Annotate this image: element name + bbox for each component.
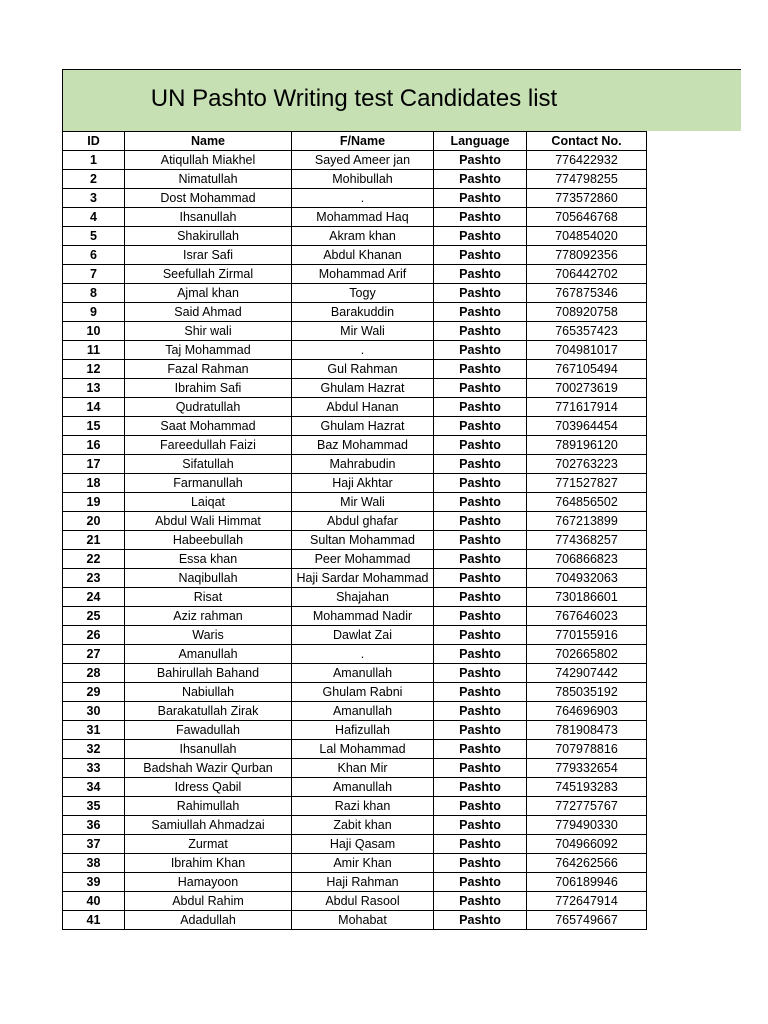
cell-contact: 706442702 <box>527 265 647 284</box>
cell-father-name: Haji Rahman <box>292 873 434 892</box>
cell-father-name: Baz Mohammad <box>292 436 434 455</box>
cell-language: Pashto <box>434 816 527 835</box>
cell-name: Essa khan <box>125 550 292 569</box>
cell-name: Nimatullah <box>125 170 292 189</box>
cell-id: 9 <box>63 303 125 322</box>
cell-language: Pashto <box>434 683 527 702</box>
header-father-name: F/Name <box>292 132 434 151</box>
cell-id: 23 <box>63 569 125 588</box>
cell-contact: 776422932 <box>527 151 647 170</box>
cell-contact: 765749667 <box>527 911 647 930</box>
cell-father-name: Abdul ghafar <box>292 512 434 531</box>
table-row <box>63 284 647 303</box>
cell-language: Pashto <box>434 835 527 854</box>
cell-language: Pashto <box>434 455 527 474</box>
cell-name: Laiqat <box>125 493 292 512</box>
table-row <box>63 474 647 493</box>
table-row <box>63 797 647 816</box>
cell-father-name: Khan Mir <box>292 759 434 778</box>
cell-name: Naqibullah <box>125 569 292 588</box>
cell-language: Pashto <box>434 797 527 816</box>
cell-contact: 765357423 <box>527 322 647 341</box>
cell-name: Atiqullah Miakhel <box>125 151 292 170</box>
table-row <box>63 816 647 835</box>
table-row <box>63 455 647 474</box>
cell-father-name: Akram khan <box>292 227 434 246</box>
header-contact: Contact No. <box>527 132 647 151</box>
cell-language: Pashto <box>434 265 527 284</box>
table-row <box>63 873 647 892</box>
cell-contact: 704932063 <box>527 569 647 588</box>
cell-id: 2 <box>63 170 125 189</box>
table-row <box>63 246 647 265</box>
cell-name: Saat Mohammad <box>125 417 292 436</box>
cell-language: Pashto <box>434 607 527 626</box>
cell-father-name: Haji Akhtar <box>292 474 434 493</box>
cell-language: Pashto <box>434 550 527 569</box>
table-row <box>63 740 647 759</box>
cell-id: 34 <box>63 778 125 797</box>
cell-father-name: Hafizullah <box>292 721 434 740</box>
cell-id: 18 <box>63 474 125 493</box>
cell-name: Zurmat <box>125 835 292 854</box>
table-row <box>63 360 647 379</box>
cell-father-name: Mir Wali <box>292 493 434 512</box>
cell-language: Pashto <box>434 911 527 930</box>
cell-contact: 702665802 <box>527 645 647 664</box>
cell-id: 13 <box>63 379 125 398</box>
cell-contact: 700273619 <box>527 379 647 398</box>
cell-name: Abdul Wali Himmat <box>125 512 292 531</box>
cell-name: Said Ahmad <box>125 303 292 322</box>
header-row <box>63 132 647 151</box>
cell-name: Samiullah Ahmadzai <box>125 816 292 835</box>
table-row <box>63 322 647 341</box>
cell-name: Sifatullah <box>125 455 292 474</box>
cell-id: 12 <box>63 360 125 379</box>
cell-language: Pashto <box>434 512 527 531</box>
table-row <box>63 721 647 740</box>
cell-father-name: Lal Mohammad <box>292 740 434 759</box>
cell-contact: 730186601 <box>527 588 647 607</box>
cell-contact: 767875346 <box>527 284 647 303</box>
cell-father-name: Haji Sardar Mohammad <box>292 569 434 588</box>
cell-contact: 772775767 <box>527 797 647 816</box>
cell-father-name: Mohibullah <box>292 170 434 189</box>
cell-language: Pashto <box>434 740 527 759</box>
cell-id: 16 <box>63 436 125 455</box>
cell-id: 40 <box>63 892 125 911</box>
table-row <box>63 417 647 436</box>
cell-language: Pashto <box>434 398 527 417</box>
cell-name: Aziz rahman <box>125 607 292 626</box>
cell-father-name: Togy <box>292 284 434 303</box>
cell-father-name: . <box>292 189 434 208</box>
cell-language: Pashto <box>434 322 527 341</box>
table-row <box>63 569 647 588</box>
cell-contact: 704981017 <box>527 341 647 360</box>
cell-language: Pashto <box>434 721 527 740</box>
cell-father-name: Mohabat <box>292 911 434 930</box>
table-row <box>63 778 647 797</box>
cell-language: Pashto <box>434 778 527 797</box>
cell-id: 30 <box>63 702 125 721</box>
cell-language: Pashto <box>434 854 527 873</box>
cell-father-name: Amanullah <box>292 664 434 683</box>
cell-language: Pashto <box>434 702 527 721</box>
cell-contact: 706866823 <box>527 550 647 569</box>
cell-contact: 773572860 <box>527 189 647 208</box>
table-row <box>63 550 647 569</box>
table-row <box>63 892 647 911</box>
cell-contact: 764696903 <box>527 702 647 721</box>
cell-id: 25 <box>63 607 125 626</box>
cell-name: Ihsanullah <box>125 740 292 759</box>
cell-father-name: Mahrabudin <box>292 455 434 474</box>
cell-contact: 703964454 <box>527 417 647 436</box>
cell-name: Ibrahim Safi <box>125 379 292 398</box>
cell-id: 32 <box>63 740 125 759</box>
cell-language: Pashto <box>434 151 527 170</box>
cell-contact: 785035192 <box>527 683 647 702</box>
cell-father-name: . <box>292 645 434 664</box>
cell-id: 6 <box>63 246 125 265</box>
cell-id: 27 <box>63 645 125 664</box>
cell-name: Adadullah <box>125 911 292 930</box>
cell-contact: 767105494 <box>527 360 647 379</box>
cell-father-name: Amir Khan <box>292 854 434 873</box>
table-row <box>63 531 647 550</box>
cell-name: Fareedullah Faizi <box>125 436 292 455</box>
cell-father-name: Amanullah <box>292 702 434 721</box>
cell-name: Bahirullah Bahand <box>125 664 292 683</box>
cell-id: 1 <box>63 151 125 170</box>
cell-name: Idress Qabil <box>125 778 292 797</box>
cell-father-name: Dawlat Zai <box>292 626 434 645</box>
table-row <box>63 911 647 930</box>
cell-contact: 774368257 <box>527 531 647 550</box>
table-row <box>63 645 647 664</box>
cell-name: Shakirullah <box>125 227 292 246</box>
table-row <box>63 512 647 531</box>
cell-father-name: Sayed Ameer jan <box>292 151 434 170</box>
cell-id: 38 <box>63 854 125 873</box>
cell-language: Pashto <box>434 379 527 398</box>
cell-father-name: Mohammad Haq <box>292 208 434 227</box>
cell-father-name: Mir Wali <box>292 322 434 341</box>
cell-name: Barakatullah Zirak <box>125 702 292 721</box>
cell-language: Pashto <box>434 227 527 246</box>
cell-name: Rahimullah <box>125 797 292 816</box>
cell-name: Shir wali <box>125 322 292 341</box>
cell-language: Pashto <box>434 170 527 189</box>
cell-id: 17 <box>63 455 125 474</box>
cell-father-name: Gul Rahman <box>292 360 434 379</box>
cell-language: Pashto <box>434 531 527 550</box>
cell-id: 39 <box>63 873 125 892</box>
table-row <box>63 170 647 189</box>
cell-language: Pashto <box>434 493 527 512</box>
table-row <box>63 664 647 683</box>
cell-contact: 771617914 <box>527 398 647 417</box>
table-row <box>63 379 647 398</box>
cell-name: Waris <box>125 626 292 645</box>
cell-language: Pashto <box>434 417 527 436</box>
cell-contact: 704854020 <box>527 227 647 246</box>
cell-father-name: Ghulam Rabni <box>292 683 434 702</box>
cell-contact: 772647914 <box>527 892 647 911</box>
cell-id: 3 <box>63 189 125 208</box>
cell-language: Pashto <box>434 474 527 493</box>
cell-name: Fazal Rahman <box>125 360 292 379</box>
table-row <box>63 835 647 854</box>
cell-id: 28 <box>63 664 125 683</box>
cell-name: Hamayoon <box>125 873 292 892</box>
cell-father-name: Barakuddin <box>292 303 434 322</box>
cell-name: Ihsanullah <box>125 208 292 227</box>
cell-id: 21 <box>63 531 125 550</box>
table-row <box>63 341 647 360</box>
cell-id: 37 <box>63 835 125 854</box>
cell-name: Habeebullah <box>125 531 292 550</box>
cell-id: 31 <box>63 721 125 740</box>
cell-id: 20 <box>63 512 125 531</box>
cell-id: 26 <box>63 626 125 645</box>
cell-name: Israr Safi <box>125 246 292 265</box>
cell-father-name: Abdul Hanan <box>292 398 434 417</box>
cell-name: Amanullah <box>125 645 292 664</box>
cell-language: Pashto <box>434 588 527 607</box>
table-body <box>63 151 647 930</box>
cell-name: Farmanullah <box>125 474 292 493</box>
header-language: Language <box>434 132 527 151</box>
cell-language: Pashto <box>434 569 527 588</box>
cell-contact: 764856502 <box>527 493 647 512</box>
cell-contact: 707978816 <box>527 740 647 759</box>
cell-father-name: Sultan Mohammad <box>292 531 434 550</box>
cell-father-name: Amanullah <box>292 778 434 797</box>
table-row <box>63 208 647 227</box>
candidates-table <box>62 131 647 930</box>
table-row <box>63 151 647 170</box>
table-row <box>63 702 647 721</box>
cell-father-name: Zabit khan <box>292 816 434 835</box>
cell-id: 15 <box>63 417 125 436</box>
cell-contact: 778092356 <box>527 246 647 265</box>
cell-name: Risat <box>125 588 292 607</box>
cell-contact: 779332654 <box>527 759 647 778</box>
cell-id: 4 <box>63 208 125 227</box>
cell-contact: 702763223 <box>527 455 647 474</box>
cell-language: Pashto <box>434 645 527 664</box>
cell-father-name: Ghulam Hazrat <box>292 379 434 398</box>
cell-id: 35 <box>63 797 125 816</box>
header-name: Name <box>125 132 292 151</box>
cell-id: 29 <box>63 683 125 702</box>
table-row <box>63 759 647 778</box>
cell-id: 33 <box>63 759 125 778</box>
cell-father-name: Abdul Rasool <box>292 892 434 911</box>
cell-language: Pashto <box>434 873 527 892</box>
cell-contact: 781908473 <box>527 721 647 740</box>
cell-contact: 774798255 <box>527 170 647 189</box>
cell-contact: 767213899 <box>527 512 647 531</box>
cell-language: Pashto <box>434 341 527 360</box>
table-row <box>63 493 647 512</box>
cell-father-name: . <box>292 341 434 360</box>
cell-id: 14 <box>63 398 125 417</box>
table-row <box>63 398 647 417</box>
cell-language: Pashto <box>434 626 527 645</box>
cell-father-name: Razi khan <box>292 797 434 816</box>
table-row <box>63 588 647 607</box>
cell-contact: 771527827 <box>527 474 647 493</box>
cell-name: Dost Mohammad <box>125 189 292 208</box>
cell-language: Pashto <box>434 246 527 265</box>
cell-name: Qudratullah <box>125 398 292 417</box>
table-row <box>63 189 647 208</box>
table-row <box>63 265 647 284</box>
cell-id: 10 <box>63 322 125 341</box>
header-id: ID <box>63 132 125 151</box>
cell-name: Abdul Rahim <box>125 892 292 911</box>
cell-id: 8 <box>63 284 125 303</box>
cell-name: Seefullah Zirmal <box>125 265 292 284</box>
cell-id: 11 <box>63 341 125 360</box>
cell-id: 41 <box>63 911 125 930</box>
cell-father-name: Abdul Khanan <box>292 246 434 265</box>
sheet-title: UN Pashto Writing test Candidates list <box>150 85 558 112</box>
cell-contact: 789196120 <box>527 436 647 455</box>
cell-language: Pashto <box>434 436 527 455</box>
cell-father-name: Peer Mohammad <box>292 550 434 569</box>
cell-id: 22 <box>63 550 125 569</box>
cell-contact: 745193283 <box>527 778 647 797</box>
cell-language: Pashto <box>434 303 527 322</box>
cell-language: Pashto <box>434 360 527 379</box>
cell-language: Pashto <box>434 664 527 683</box>
cell-contact: 764262566 <box>527 854 647 873</box>
cell-language: Pashto <box>434 284 527 303</box>
cell-name: Nabiullah <box>125 683 292 702</box>
cell-father-name: Mohammad Arif <box>292 265 434 284</box>
cell-contact: 704966092 <box>527 835 647 854</box>
cell-contact: 705646768 <box>527 208 647 227</box>
table-row <box>63 854 647 873</box>
cell-name: Badshah Wazir Qurban <box>125 759 292 778</box>
cell-contact: 767646023 <box>527 607 647 626</box>
cell-id: 19 <box>63 493 125 512</box>
cell-father-name: Haji Qasam <box>292 835 434 854</box>
cell-contact: 742907442 <box>527 664 647 683</box>
cell-id: 36 <box>63 816 125 835</box>
cell-father-name: Mohammad Nadir <box>292 607 434 626</box>
cell-id: 7 <box>63 265 125 284</box>
cell-contact: 770155916 <box>527 626 647 645</box>
cell-father-name: Ghulam Hazrat <box>292 417 434 436</box>
cell-name: Fawadullah <box>125 721 292 740</box>
cell-contact: 708920758 <box>527 303 647 322</box>
cell-language: Pashto <box>434 208 527 227</box>
cell-contact: 779490330 <box>527 816 647 835</box>
table-row <box>63 303 647 322</box>
table-row <box>63 436 647 455</box>
cell-name: Ibrahim Khan <box>125 854 292 873</box>
cell-name: Taj Mohammad <box>125 341 292 360</box>
table-row <box>63 607 647 626</box>
table-row <box>63 626 647 645</box>
cell-father-name: Shajahan <box>292 588 434 607</box>
cell-language: Pashto <box>434 759 527 778</box>
cell-language: Pashto <box>434 892 527 911</box>
cell-id: 5 <box>63 227 125 246</box>
cell-contact: 706189946 <box>527 873 647 892</box>
cell-name: Ajmal khan <box>125 284 292 303</box>
table-row <box>63 683 647 702</box>
cell-language: Pashto <box>434 189 527 208</box>
cell-id: 24 <box>63 588 125 607</box>
table-row <box>63 227 647 246</box>
